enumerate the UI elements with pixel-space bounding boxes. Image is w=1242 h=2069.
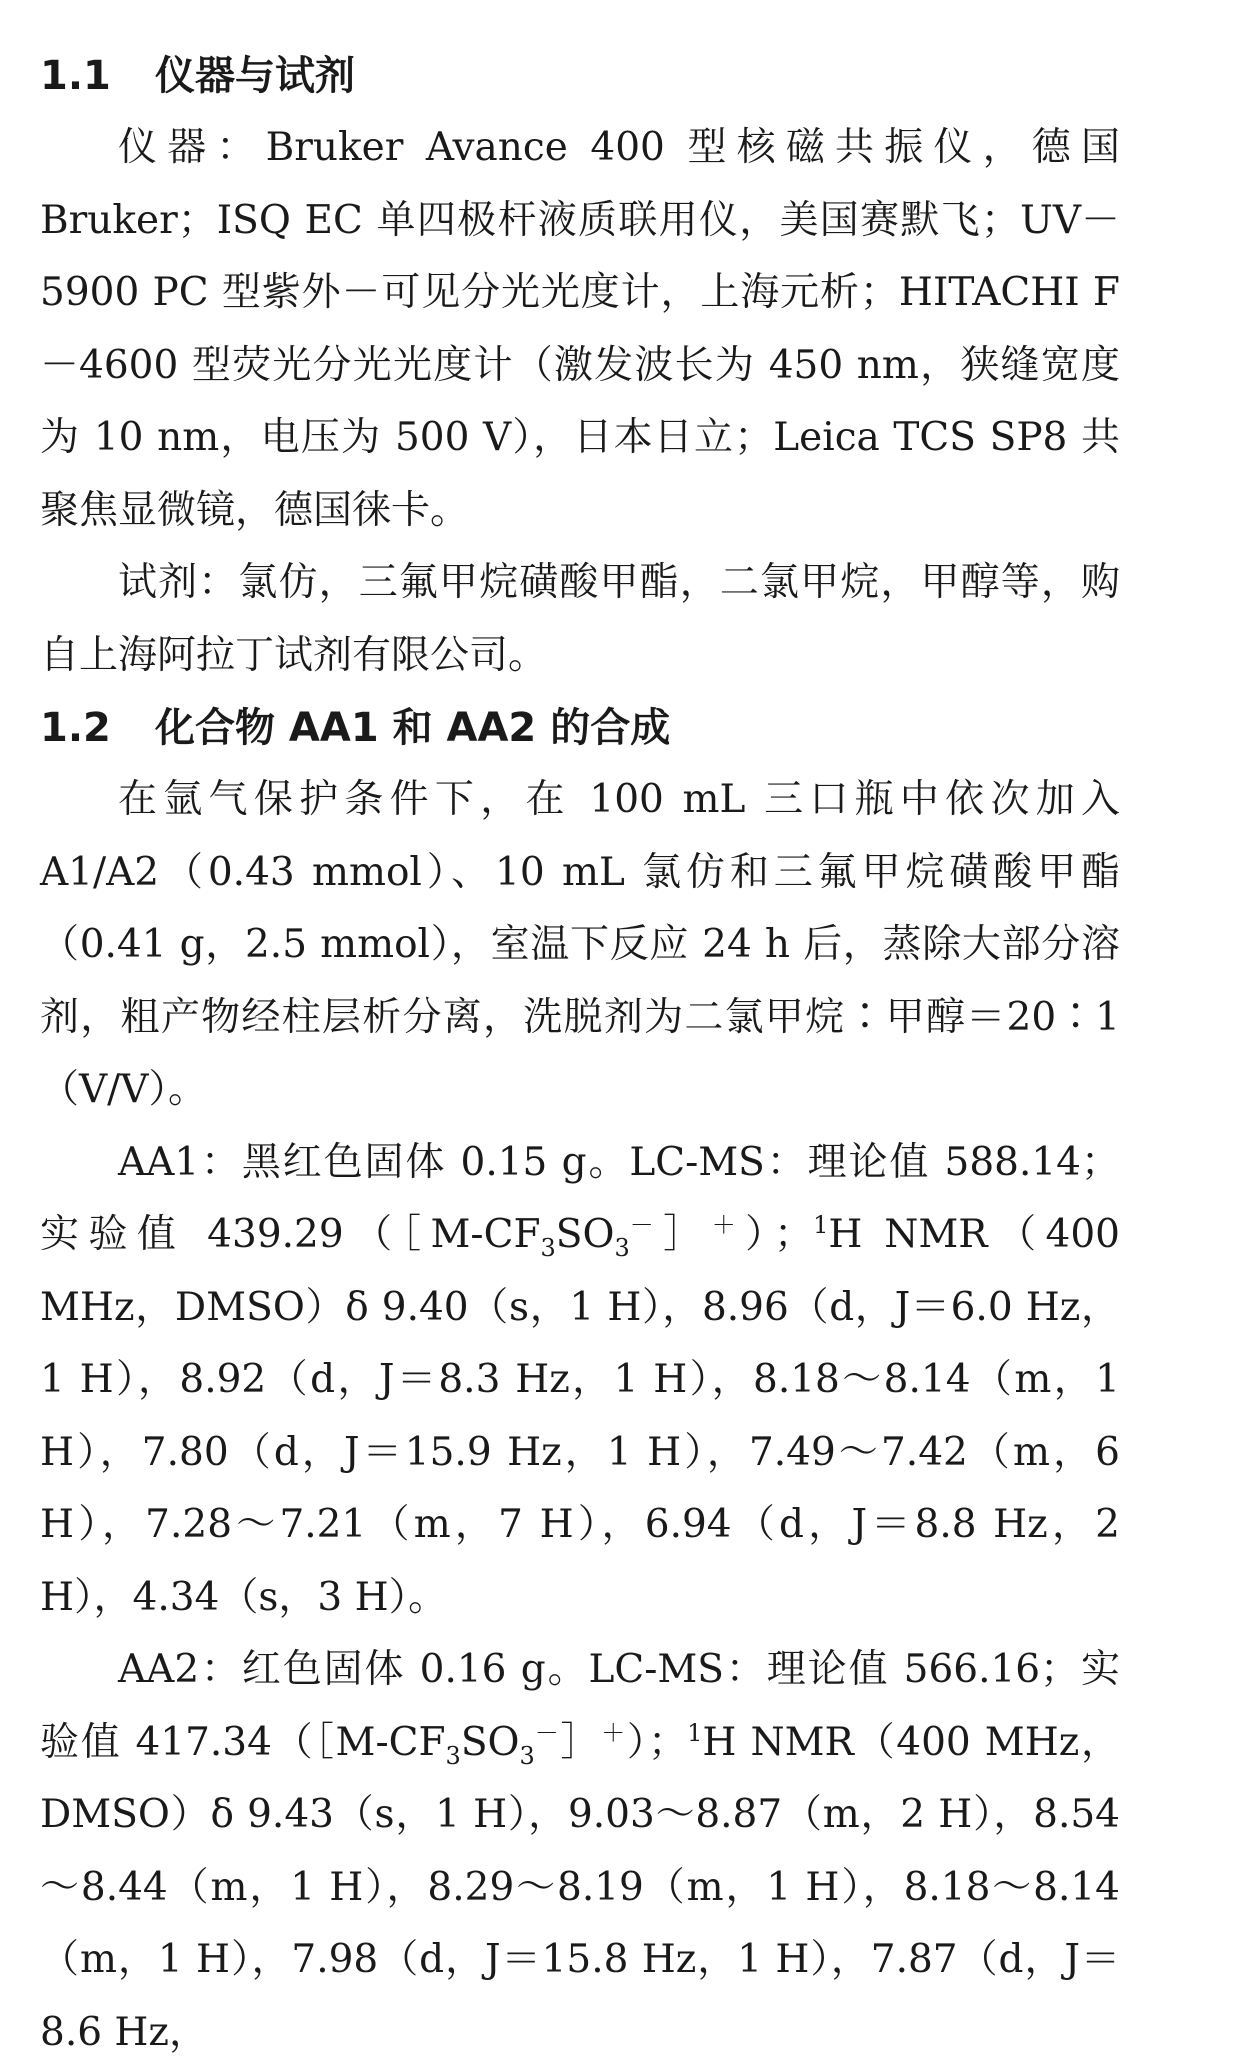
reagents-paragraph: 试剂：氯仿，三氟甲烷磺酸甲酯，二氯甲烷，甲醇等，购自上海阿拉丁试剂有限公司。 (40, 560, 1120, 678)
formula-text: SO (460, 1719, 520, 1765)
aa2-characterization-paragraph (40, 1634, 1120, 2069)
aa1-nmr-text: H NMR（400 MHz，DMSO）δ 9.40（s，1 H），8.96（d，J＝6.0 Hz，1 H），8.92（d，J＝8.3 Hz，1 H），8.18～8.14（m，1 H），7.80（d，J＝15.9 Hz，1 H），7.49～7.42（m，6 H），7.28～7.21（m，7 H），6.94（d，J＝8.8 Hz，2 H），4.34（s，3 H）。 (40, 1212, 1120, 1620)
subscript: 3 (445, 1741, 461, 1770)
ion-bracket: ］ (653, 1212, 712, 1257)
subscript: 3 (614, 1233, 630, 1262)
superscript: － (534, 1718, 559, 1747)
synthesis-paragraph: 在氩气保护条件下，在 100 mL 三口瓶中依次加入 A1/A2（0.43 mmol）、10 mL 氯仿和三氟甲烷磺酸甲酯（0.41 g，2.5 mmol），室温下反应 24 h 后，蒸除大部分溶剂，粗产物经柱层析分离，洗脱剂为二氯甲烷∶甲醇＝20∶1（V/V）。 (40, 777, 1120, 1112)
superscript: ＋ (601, 1718, 627, 1747)
superscript: 1 (813, 1211, 829, 1239)
section-title: 仪器与试剂 (155, 53, 355, 99)
section-number: 1.1 (40, 53, 111, 99)
punctuation: ）； (745, 1212, 814, 1257)
subscript: 3 (540, 1233, 556, 1262)
article-page (40, 40, 1120, 2069)
superscript: ＋ (711, 1211, 746, 1239)
section-heading-1-1 (40, 40, 1120, 112)
punctuation: ）； (626, 1719, 688, 1765)
aa2-nmr-text: H NMR（400 MHz，DMSO）δ 9.43（s，1 H），9.03～8.87（m，2 H），8.54～8.44（m，1 H），8.29～8.19（m，1 H），8.18～8.14（m，1 H），7.98（d，J＝15.8 Hz，1 H），7.87（d，J＝8.6 Hz， (40, 1719, 1120, 2055)
section-number: 1.2 (40, 705, 111, 751)
section-title: 化合物 AA1 和 AA2 的合成 (155, 705, 671, 751)
instruments-paragraph: 仪器：Bruker Avance 400 型核磁共振仪，德国 Bruker；ISQ EC 单四极杆液质联用仪，美国赛默飞；UV－5900 PC 型紫外－可见分光光度计，上海元析；HITACHI F－4600 型荧光分光光度计（激发波长为 450 nm，狭缝宽度为 10 nm，电压为 500 V），日本日立；Leica TCS SP8 共聚焦显微镜，德国徕卡。 (40, 125, 1120, 533)
aa1-lead-text: AA1：黑红色固体 0.15 g。LC-MS：理论值 588.14；实验值 439.29（［M-CF (40, 1139, 1120, 1257)
superscript: － (629, 1211, 654, 1239)
aa2-lead-text: AA2：红色固体 0.16 g。LC-MS：理论值 566.16；实验值 417.34（［M-CF (40, 1647, 1120, 1765)
subscript: 3 (519, 1741, 535, 1770)
ion-bracket: ］ (558, 1719, 602, 1765)
superscript: 1 (687, 1718, 703, 1747)
section-heading-1-2 (40, 692, 1120, 764)
formula-text: SO (555, 1212, 615, 1257)
aa1-characterization-paragraph (40, 1127, 1120, 1635)
